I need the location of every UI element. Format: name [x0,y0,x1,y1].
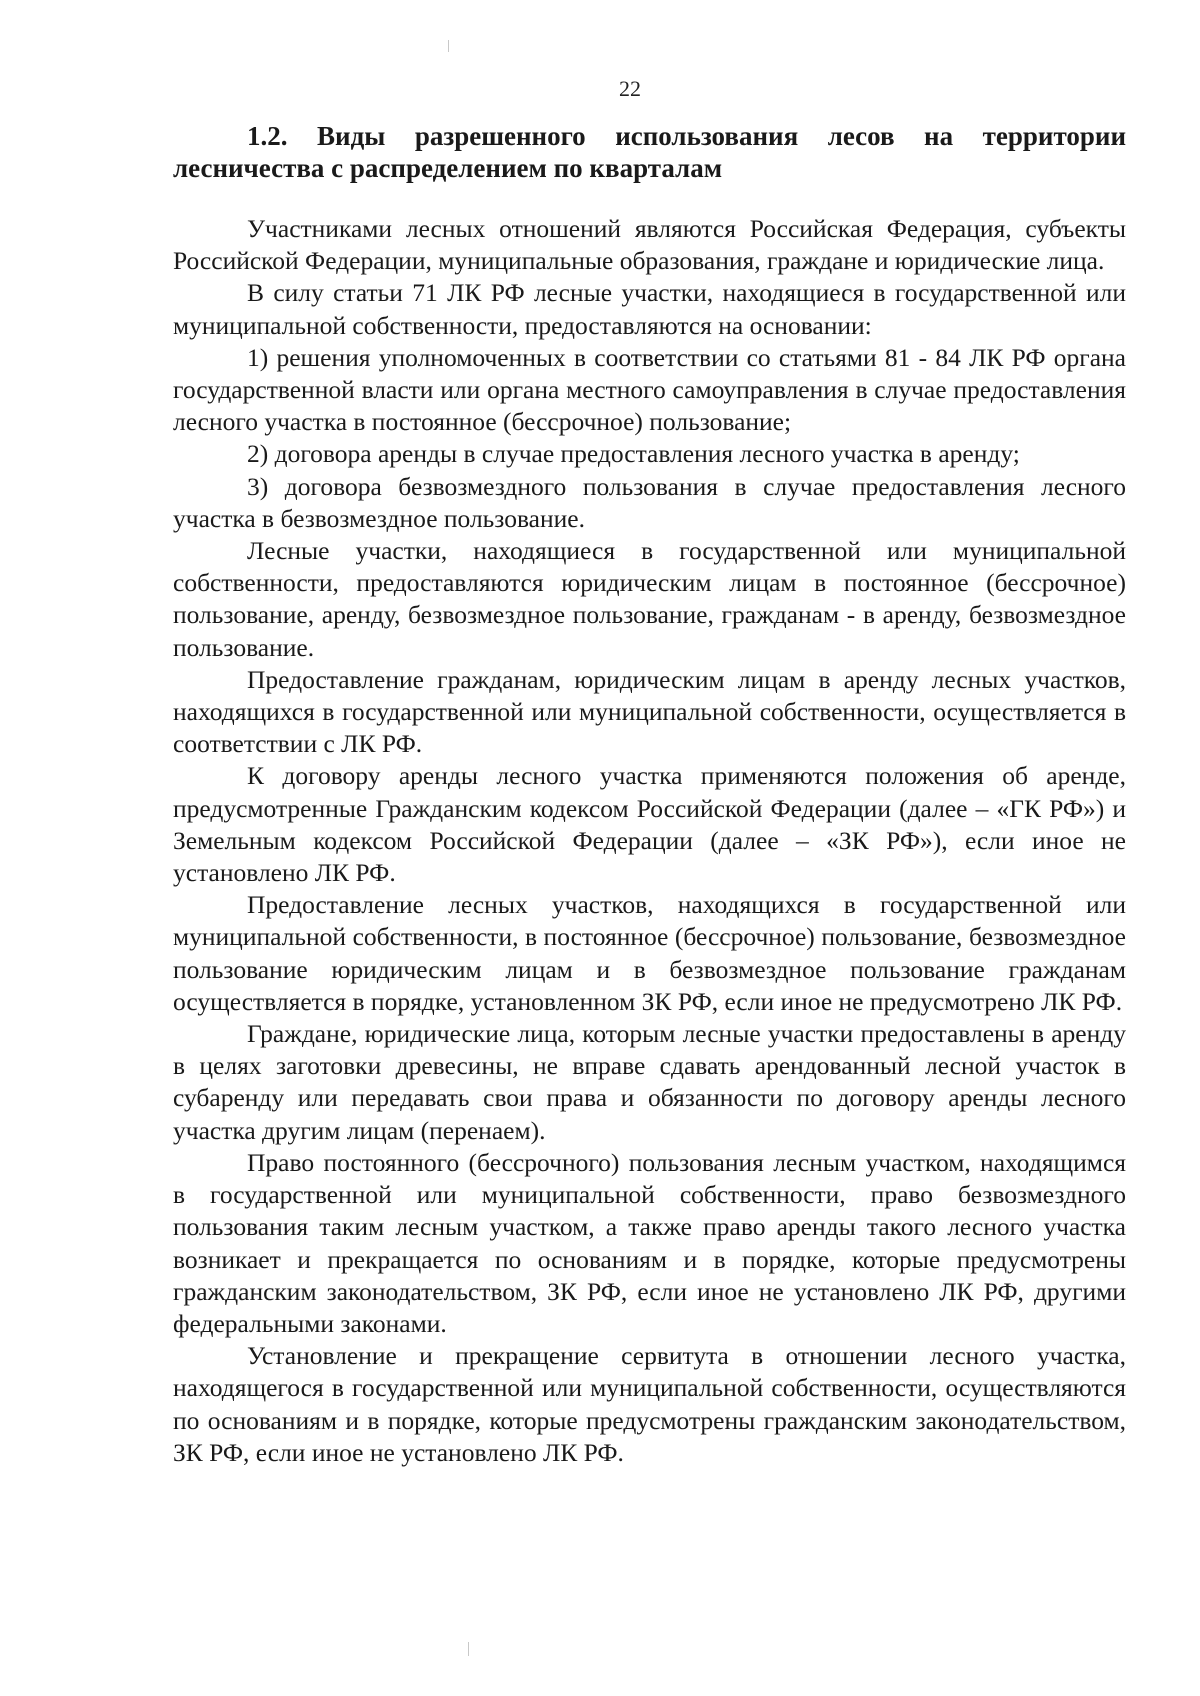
document-body [173,213,1126,1469]
paragraph: Участниками лесных отношений являются Российская Федерация, субъекты Российской Федерации, муниципальные образования, граждане и юридические лица. [173,214,1126,276]
list-item: 3) договора безвозмездного пользования в случае предоставления лесного участка в безвозмездное пользование. [173,471,1126,533]
paragraph: Право постоянного (бессрочного) пользования лесным участком, находящимся в государственной или муниципальной собственности, право безвозмездного пользования таким лесным участком, а также право аренды такого лесного участка возникает и прекращается по основаниям и в порядке, которые предусмотрены гражданским законодательством, ЗК РФ, если иное не установлено ЛК РФ, другими федеральными законами. [173,1147,1126,1338]
scan-artifact-bottom [468,1642,469,1656]
paragraph: К договору аренды лесного участка применяются положения об аренде, предусмотренные Гражданским кодексом Российской Федерации (далее – «ГК РФ») и Земельным кодексом Российской Федерации (далее – «ЗК РФ»), если иное не установлено ЛК РФ. [173,761,1126,888]
paragraph: Лесные участки, находящиеся в государственной или муниципальной собственности, предоставляются юридическим лицам в постоянное (бессрочное) пользование, аренду, безвозмездное пользование, гражданам - в аренду, безвозмездное пользование. [173,536,1126,662]
paragraph: Предоставление гражданам, юридическим лицам в аренду лесных участков, находящихся в государственной или муниципальной собственности, осуществляется в соответствии с ЛК РФ. [173,664,1126,759]
section-title: Виды разрешенного использования лесов на территории лесничества с распределением по кварталам [173,121,1127,183]
paragraph: Граждане, юридические лица, которым лесные участки предоставлены в аренду в целях заготовки древесины, не вправе сдавать арендованный лесной участок в субаренду или передавать свои права и обязанности по договору аренды лесного участка другим лицам (перенаем). [173,1019,1126,1145]
section-number: 1.2. [247,121,288,151]
paragraph: В силу статьи 71 ЛК РФ лесные участки, находящиеся в государственной или муниципальной собственности, предоставляются на основании: [173,278,1126,340]
page-number: 22 [619,76,641,101]
scan-artifact-top [448,40,449,52]
paragraph: Предоставление лесных участков, находящихся в государственной или муниципальной собственности, в постоянное (бессрочное) пользование, безвозмездное пользование юридическим лицам и в безвозмездное пользование гражданам осуществляется в порядке, установленном ЗК РФ, если иное не предусмотрено ЛК РФ. [173,890,1126,1016]
section-heading [173,120,1126,184]
paragraph: Установление и прекращение сервитута в отношении лесного участка, находящегося в государственной или муниципальной собственности, осуществляются по основаниям и в порядке, которые предусмотрены гражданским законодательством, ЗК РФ, если иное не установлено ЛК РФ. [173,1341,1126,1467]
list-item: 2) договора аренды в случае предоставления лесного участка в аренду; [247,439,1020,469]
list-item: 1) решения уполномоченных в соответствии со статьями 81 - 84 ЛК РФ органа государственной власти или органа местного самоуправления в случае предоставления лесного участка в постоянное (бессрочное) пользование; [173,342,1126,437]
